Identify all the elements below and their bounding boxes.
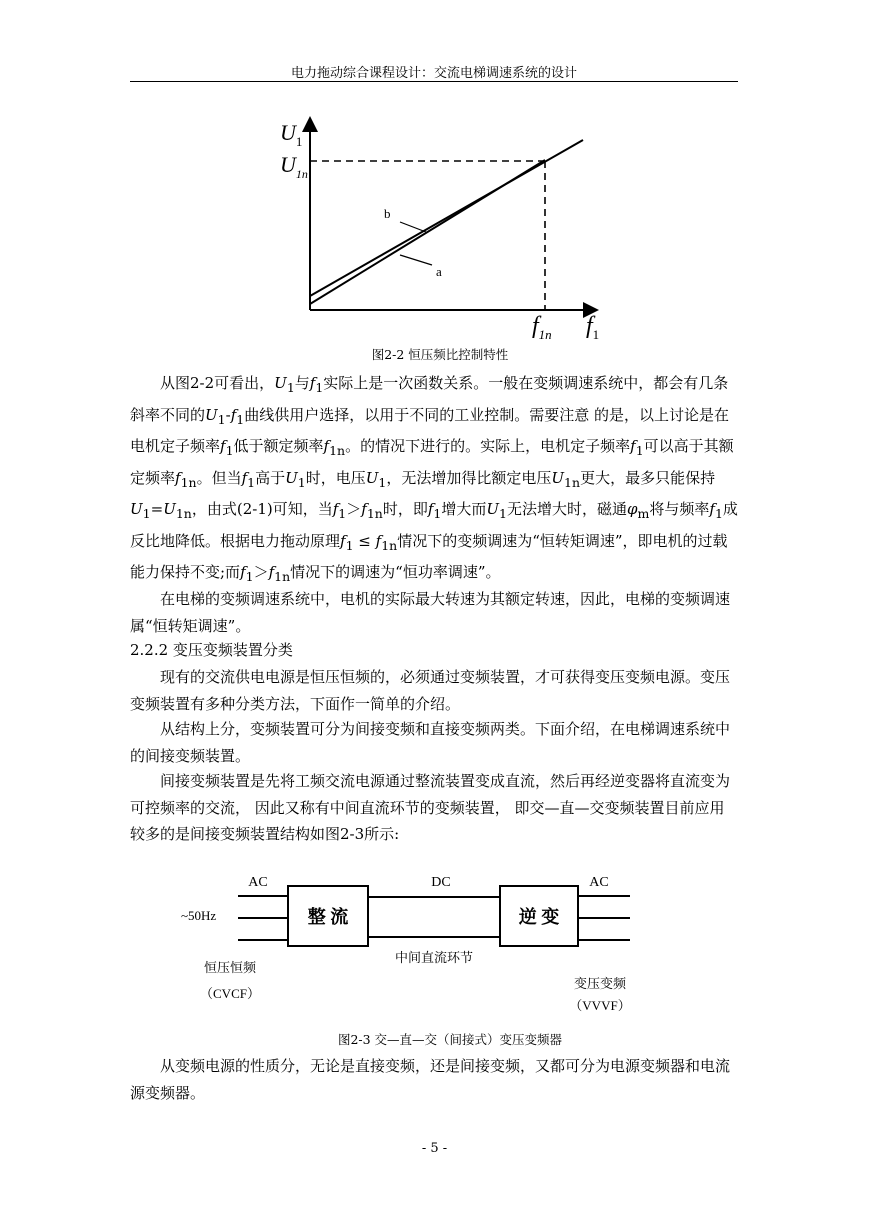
vvvf-label: 变压变频: [573, 976, 627, 991]
paragraph-3: 现有的交流供电电源是恒压恒频的，必须通过变频装置，才可获得变压变频电源。变压变频装置有多种分类方法，下面作一简单的介绍。: [130, 668, 731, 713]
line-a: [310, 160, 545, 304]
label-a: a: [436, 264, 442, 279]
paragraph-6: 从变频电源的性质分，无论是直接变频，还是间接变频，又都可分为电源变频器和电流源变频器。: [130, 1057, 731, 1102]
label-a-leader: [400, 255, 432, 265]
dc-link-label: 中间直流环节: [394, 950, 474, 965]
dc-label: DC: [431, 875, 451, 890]
paragraph-2: 在电梯的变频调速系统中，电机的实际最大转速为其额定转速，因此，电梯的变频调速属“恒转矩调速”。: [130, 590, 731, 635]
ac-left-label: AC: [248, 875, 268, 890]
rectifier-label: 整 流: [307, 907, 349, 927]
figure-2-3: [0, 865, 869, 1025]
cvcf-label: 恒压恒频: [203, 960, 257, 975]
label-b: b: [384, 206, 391, 221]
vvvf-abbr: （VVVF）: [569, 998, 631, 1013]
figure-2-2-caption: 图2-2 恒压频比控制特性: [371, 347, 509, 362]
u1n-label: $U_{1n}$: [280, 152, 308, 181]
label-b-leader: [400, 222, 426, 232]
section-heading: 2.2.2 变压变频装置分类: [130, 641, 293, 659]
paragraph-1: 从图2-2可看出，$U_1$与$f_1$实际上是一次函数关系。一般在变频调速系统中，都会有几条斜率不同的$U_1-f_1$曲线供用户选择，以用于不同的工业控制。需要注意 的是，以上讨论是在电机定子频率$f_1$低于额定频率$f_{1n}$。的情况下进行的。实际上，电机定子频率$f_1$可以高于其额定频率$f_{1n}$。但当$f_1$高于$U_1$时，电压$U_1$，无法增加得比额定电压$U_{1n}$更大，最多只能保持$U_1=U_{1n}$，由式(2-1)可知，当$f_1>f_{1n}$时，即$f_1$增大而$U_1$无法增大时，磁通$\varphi_m$将与频率$f_1$成反比地降低。根据电力拖动原理$f_1 \le f_{1n}$情况下的变频调速为“恒转矩调速”，即电机的过载能力保持不变;而$f_1>f_{1n}$情况下的调速为“恒功率调速”。: [130, 374, 738, 584]
header-rule: [130, 81, 738, 82]
figure-2-3-caption: 图2-3 交—直—交（间接式）变压变频器: [337, 1032, 563, 1047]
page-number: - 5 -: [421, 1141, 448, 1156]
cvcf-abbr: （CVCF）: [200, 986, 260, 1001]
inverter-label: 逆 变: [518, 907, 560, 927]
y-axis-label: $U_1$: [280, 120, 303, 149]
paragraph-5: 间接变频装置是先将工频交流电源通过整流装置变成直流，然后再经逆变器将直流变为可控频率的交流， 因此又称有中间直流环节的变频装置， 即交—直—交变频装置目前应用较多的是间接变频装置结构如图2-3所示:: [130, 772, 731, 843]
ac-right-label: AC: [589, 875, 609, 890]
line-b: [310, 140, 583, 296]
paragraph-4: 从结构上分，变频装置可分为间接变频和直接变频两类。下面介绍，在电梯调速系统中的间接变频装置。: [130, 720, 731, 765]
page-header: 电力拖动综合课程设计：交流电梯调速系统的设计: [290, 66, 577, 81]
x-axis-label: $f_1$: [586, 313, 600, 342]
f1n-label: $f_{1n}$: [532, 313, 552, 342]
freq-label: ~50Hz: [181, 908, 217, 923]
